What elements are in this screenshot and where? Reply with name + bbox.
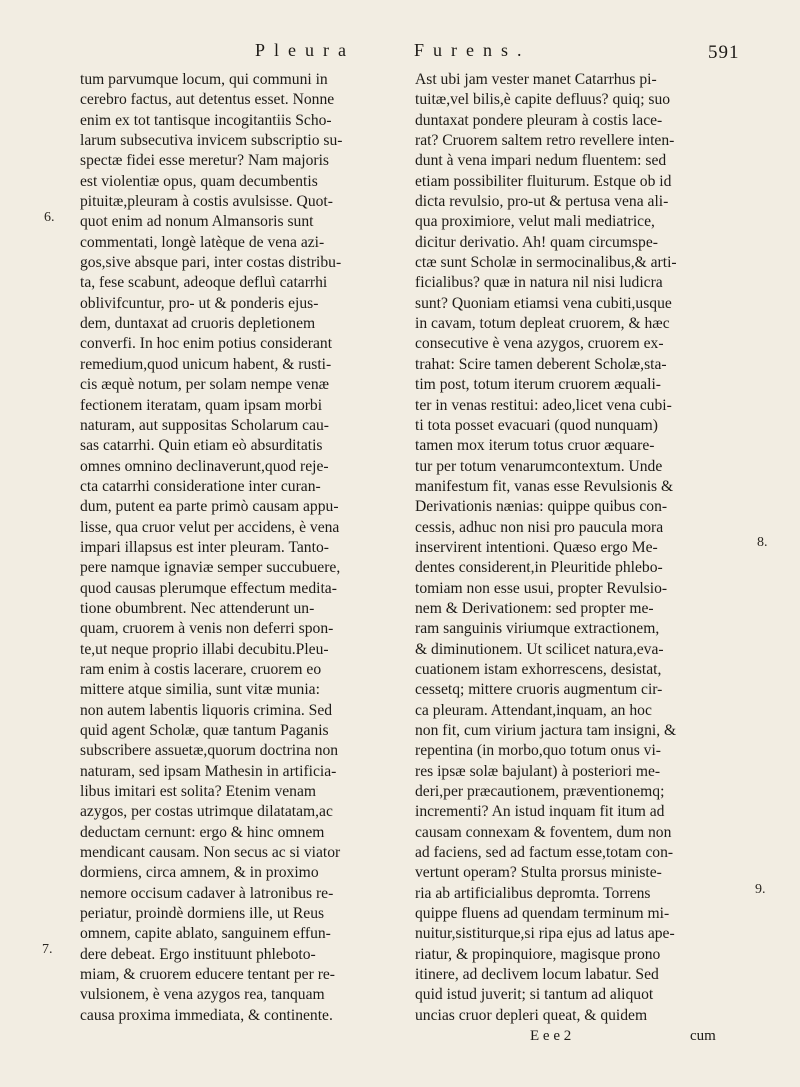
right-column-line: non fit, cum virium jactura tam insigni, & <box>415 722 677 739</box>
right-column-line: sunt? Quoniam etiamsi vena cubiti,usque <box>415 294 672 312</box>
left-column-line: cerebro factus, aut detentus esset. Nonne <box>80 91 335 109</box>
left-column-line: lisse, qua cruor velut per accidens, è vena <box>80 518 340 536</box>
left-column-line: periatur, proindè dormiens ille, ut Reus <box>80 905 325 923</box>
left-column-line: ram enim à costis lacerare, cruorem eo <box>80 660 322 678</box>
left-column-line: omnem, capite ablato, sanguinem effun- <box>80 925 331 943</box>
left-column-line: libus imitari est solita? Etenim venam <box>80 783 317 801</box>
left-column-line: pere namque ignaviæ semper succubuere, <box>80 559 341 577</box>
left-column-line: subscribere assuetæ,quorum doctrina non <box>80 742 339 760</box>
margin-note-7: 7. <box>42 942 53 957</box>
left-column-line: tum parvumque locum, qui communi in <box>80 71 328 88</box>
right-column-line: Derivationis nænias: quippe quibus con- <box>415 498 668 516</box>
left-column <box>80 70 400 1026</box>
left-column-line: quot enim ad nonum Almansoris sunt <box>80 213 314 231</box>
left-column-line: omnes omnino declinaverunt,quod reje- <box>80 457 329 475</box>
right-column-line: tamen mox iterum totus cruor æquare- <box>415 437 655 455</box>
running-head-left: Pleura <box>255 40 355 60</box>
running-head-right: Furens. <box>414 40 531 60</box>
left-column-line: larum subsecutiva invicem subscriptio su- <box>80 132 343 150</box>
right-column-line: riatur, & propinquiore, magisque prono <box>415 945 661 963</box>
right-column-line: dicta revulsio, pro-ut & pertusa vena ali- <box>415 193 669 211</box>
left-column-line: enim ex tot tantisque incogitantiis Scho- <box>80 111 332 129</box>
left-column-line: quod causas plerumque effectum medita- <box>80 579 337 597</box>
left-column-line: fectionem iteratam, quam ipsam morbi <box>80 396 323 414</box>
right-column-line: dunt à vena impari nedum fluentem: sed <box>415 152 667 170</box>
left-column-line: impari illapsus est inter pleuram. Tanto- <box>80 538 329 556</box>
page-number: 591 <box>708 42 740 63</box>
right-column-line: manifestum fit, vanas esse Revulsionis & <box>415 477 674 495</box>
left-column-line: nemore occisum cadaver à latronibus re- <box>80 884 334 902</box>
left-column-line: miam, & cruorem educere tentant per re- <box>80 966 336 984</box>
right-column-line: & diminutionem. Ut scilicet natura,eva- <box>415 640 664 658</box>
left-column-line: pituitæ,pleuram à costis avulsisse. Quot- <box>80 193 333 211</box>
left-column-line: quid agent Scholæ, quæ tantum Paganis <box>80 722 329 739</box>
left-column-line: dem, duntaxat ad cruoris depletionem <box>80 315 316 333</box>
right-column-line: cessis, adhuc non nisi pro paucula mora <box>415 518 664 536</box>
left-column-line: oblivifcuntur, pro- ut & ponderis ejus- <box>80 294 319 312</box>
right-column-line: cuationem istam exhorrescens, desistat, <box>415 660 662 678</box>
left-column-line: naturam, aut suppositas Scholarum cau- <box>80 416 330 434</box>
right-column-line: tur per totum venarumcontextum. Unde <box>415 457 663 475</box>
right-column-line: cessetq; mittere cruoris augmentum cir- <box>415 681 663 699</box>
left-column-line: mittere atque similia, sunt vitæ munia: <box>80 681 320 699</box>
left-column-line: tione obumbrent. Nec attenderunt un- <box>80 599 315 617</box>
left-column-line: non autem labentis liquoris crimina. Sed <box>80 701 333 719</box>
left-column-line: quam, cruorem à venis non deferri spon- <box>80 620 334 638</box>
left-column-line: commentati, longè latèque de vena azi- <box>80 233 325 251</box>
right-column-line: uncias cruor depleri queat, & quidem <box>415 1006 648 1024</box>
right-column-line: tim post, totum iterum cruorem æquali- <box>415 376 661 394</box>
right-column <box>415 70 735 1026</box>
left-column-line: remedium,quod unicum habent, & rusti- <box>80 355 332 373</box>
left-column-line: cis æquè notum, per solam nempe venæ <box>80 376 330 394</box>
running-head <box>0 40 800 68</box>
right-column-line: etiam possibiliter fluiturum. Estque ob id <box>415 172 672 190</box>
right-column-line: deri,per præcautionem, præventionemq; <box>415 783 665 801</box>
right-column-line: incrementi? An istud inquam fit itum ad <box>415 803 665 821</box>
left-column-line: dere debeat. Ergo instituunt phleboto- <box>80 945 316 963</box>
left-column-line: vulsionem, è vena azygos rea, tanquam <box>80 986 325 1004</box>
right-column-line: quid istud juverit; si tantum ad aliquot <box>415 986 654 1004</box>
left-column-line: sas catarrhi. Quin etiam eò absurditatis <box>80 437 323 455</box>
left-column-line: dormiens, circa amnem, & in proximo <box>80 864 319 882</box>
left-column-line: cta catarrhi consideratione inter curan- <box>80 477 321 495</box>
margin-note-8: 8. <box>757 535 768 550</box>
right-column-line: qua proximiore, velut mali mediatrice, <box>415 213 655 231</box>
right-column-line: causam connexam & foventem, dum non <box>415 823 672 841</box>
left-column-line: gos,sive absque pari, inter costas distribu- <box>80 254 342 272</box>
right-column-line: res ipsæ solæ bajulant) à posteriori me- <box>415 762 661 780</box>
left-column-line: azygos, per costas utrimque dilatatam,ac <box>80 803 333 821</box>
right-column-line: ficialibus? quæ in natura nil nisi ludicra <box>415 274 663 292</box>
left-column-line: dum, putent ea parte primò causam appu- <box>80 498 339 516</box>
right-column-line: duntaxat pondere pleuram à costis lace- <box>415 111 663 129</box>
margin-note-9: 9. <box>755 882 766 897</box>
right-column-line: tuitæ,vel bilis,è capite defluus? quiq; suo <box>415 91 671 109</box>
left-column-line: deductam cernunt: ergo & hinc omnem <box>80 823 325 841</box>
right-column-line: ram sanguinis viriumque extractionem, <box>415 620 660 638</box>
left-column-line: ta, fese scabunt, adeoque defluì catarrhi <box>80 274 328 292</box>
right-column-line: dicitur derivatio. Ah! quam circumspe- <box>415 233 658 251</box>
right-column-line: ctæ sunt Scholæ in sermocinalibus,& arti- <box>415 254 677 272</box>
right-column-line: ad faciens, sed ad factum esse,totam con- <box>415 844 674 862</box>
right-column-line: tomiam non esse usui, propter Revulsio- <box>415 579 668 597</box>
right-column-line: dentes considerent,in Pleuritide phlebo- <box>415 559 663 577</box>
catchword: cum <box>690 1028 716 1044</box>
right-column-line: nuitur,sistiturque,si ripa ejus ad latus ape- <box>415 925 675 943</box>
right-column-line: consecutive è vena azygos, cruorem ex- <box>415 335 664 353</box>
right-column-line: ter in venas restitui: adeo,licet vena cubi- <box>415 396 672 414</box>
right-column-line: itinere, ad declivem locum labatur. Sed <box>415 966 659 984</box>
left-column-line: causa proxima immediata, & continente. <box>80 1006 333 1024</box>
right-column-line: Ast ubi jam vester manet Catarrhus pi- <box>415 71 657 88</box>
left-column-line: naturam, sed ipsam Mathesin in artificia- <box>80 762 337 780</box>
signature-mark: E e e 2 <box>530 1028 572 1044</box>
right-column-line: ti tota posset evacuari (quod nunquam) <box>415 416 658 434</box>
right-column-line: ca pleuram. Attendant,inquam, an hoc <box>415 701 652 719</box>
right-column-line: vertunt operam? Stulta prorsus ministe- <box>415 864 662 882</box>
left-column-line: converfi. In hoc enim potius considerant <box>80 335 333 353</box>
right-column-line: repentina (in morbo,quo totum onus vi- <box>415 742 661 760</box>
right-column-line: trahat: Scire tamen deberent Scholæ,sta- <box>415 355 667 373</box>
left-column-line: spectæ fidei esse meretur? Nam majoris <box>80 152 329 170</box>
left-column-line: te,ut neque proprio illabi decubitu.Pleu- <box>80 640 329 658</box>
right-column-line: in cavam, totum depleat cruorem, & hæc <box>415 315 670 333</box>
right-column-line: inservirent intentioni. Quæso ergo Me- <box>415 538 658 556</box>
left-column-line: mendicant causam. Non secus ac si viator <box>80 844 341 862</box>
right-column-line: ria ab artificialibus depromta. Torrens <box>415 884 651 902</box>
right-column-line: quippe fluens ad quendam terminum mi- <box>415 905 670 923</box>
left-column-line: est violentiæ opus, quam decumbentis <box>80 172 318 190</box>
right-column-line: rat? Cruorem saltem retro revellere inten- <box>415 132 675 150</box>
margin-note-6: 6. <box>44 210 55 225</box>
right-column-line: nem & Derivationem: sed propter me- <box>415 599 654 617</box>
